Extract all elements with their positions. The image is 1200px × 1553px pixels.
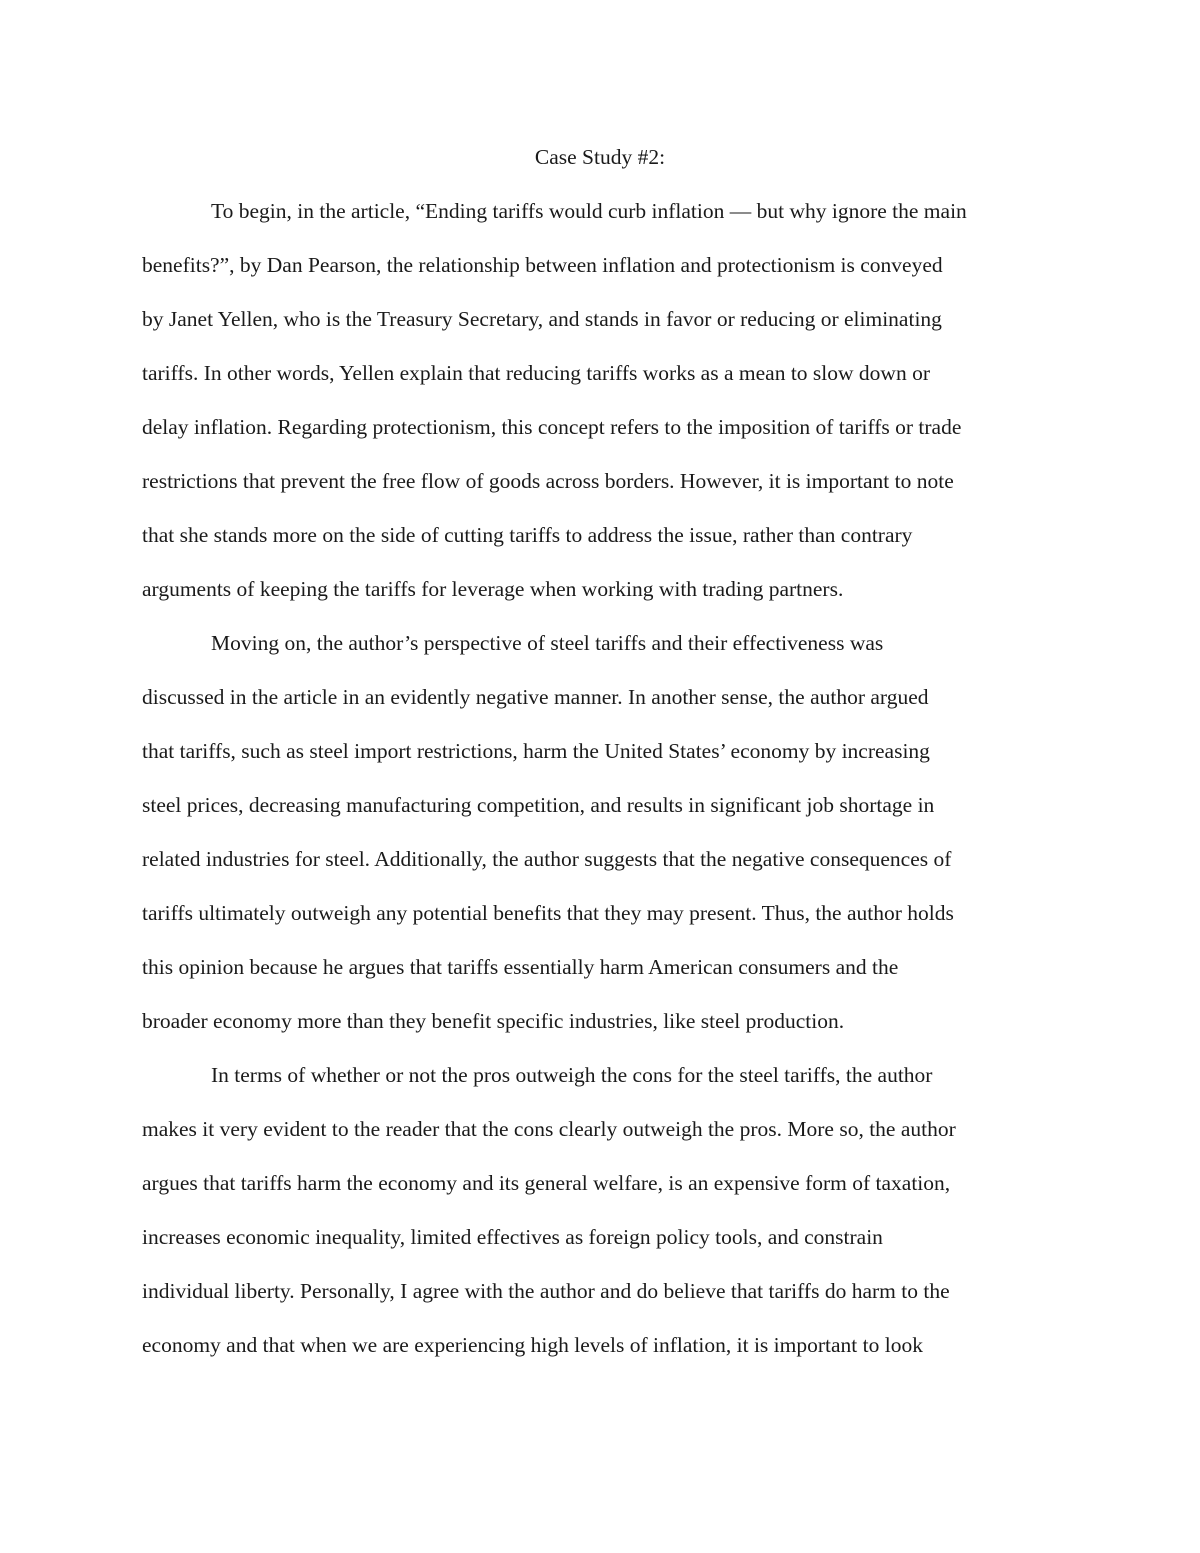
paragraph-line: steel prices, decreasing manufacturing competition, and results in significant job shortage in [142, 793, 935, 817]
paragraph-line: that she stands more on the side of cutting tariffs to address the issue, rather than contrary [142, 523, 913, 547]
paragraph-line: related industries for steel. Additionally, the author suggests that the negative consequences of [142, 847, 952, 871]
paragraph-line: To begin, in the article, “Ending tariffs would curb inflation — but why ignore the main [211, 199, 967, 223]
paragraph-line: increases economic inequality, limited effectives as foreign policy tools, and constrain [142, 1225, 883, 1249]
paragraph-line: tariffs ultimately outweigh any potential benefits that they may present. Thus, the author holds [142, 901, 954, 925]
paragraph-line: makes it very evident to the reader that the cons clearly outweigh the pros. More so, the author [142, 1117, 956, 1141]
paragraph-line: individual liberty. Personally, I agree with the author and do believe that tariffs do harm to the [142, 1279, 950, 1303]
paragraph-line: broader economy more than they benefit specific industries, like steel production. [142, 1009, 845, 1033]
paragraph-line: discussed in the article in an evidently negative manner. In another sense, the author argued [142, 685, 929, 709]
paragraph-line: tariffs. In other words, Yellen explain that reducing tariffs works as a mean to slow down or [142, 361, 930, 385]
paragraph-line: restrictions that prevent the free flow of goods across borders. However, it is important to note [142, 469, 954, 493]
paragraph-line: by Janet Yellen, who is the Treasury Secretary, and stands in favor or reducing or eliminating [142, 307, 942, 331]
paragraph-line: delay inflation. Regarding protectionism, this concept refers to the imposition of tariffs or trade [142, 415, 962, 439]
paragraph-line: this opinion because he argues that tariffs essentially harm American consumers and the [142, 955, 899, 979]
document-title: Case Study #2: [534, 145, 666, 169]
paragraph-line: that tariffs, such as steel import restrictions, harm the United States’ economy by increasing [142, 739, 930, 763]
paragraph-line: benefits?”, by Dan Pearson, the relationship between inflation and protectionism is conveyed [142, 253, 943, 277]
paragraph-line: economy and that when we are experiencing high levels of inflation, it is important to look [142, 1333, 923, 1357]
paragraph-line: In terms of whether or not the pros outweigh the cons for the steel tariffs, the author [211, 1063, 933, 1087]
paragraph-line: Moving on, the author’s perspective of steel tariffs and their effectiveness was [211, 631, 884, 655]
paragraph-line: arguments of keeping the tariffs for leverage when working with trading partners. [142, 577, 844, 601]
paragraph-line: argues that tariffs harm the economy and its general welfare, is an expensive form of taxation, [142, 1171, 951, 1195]
